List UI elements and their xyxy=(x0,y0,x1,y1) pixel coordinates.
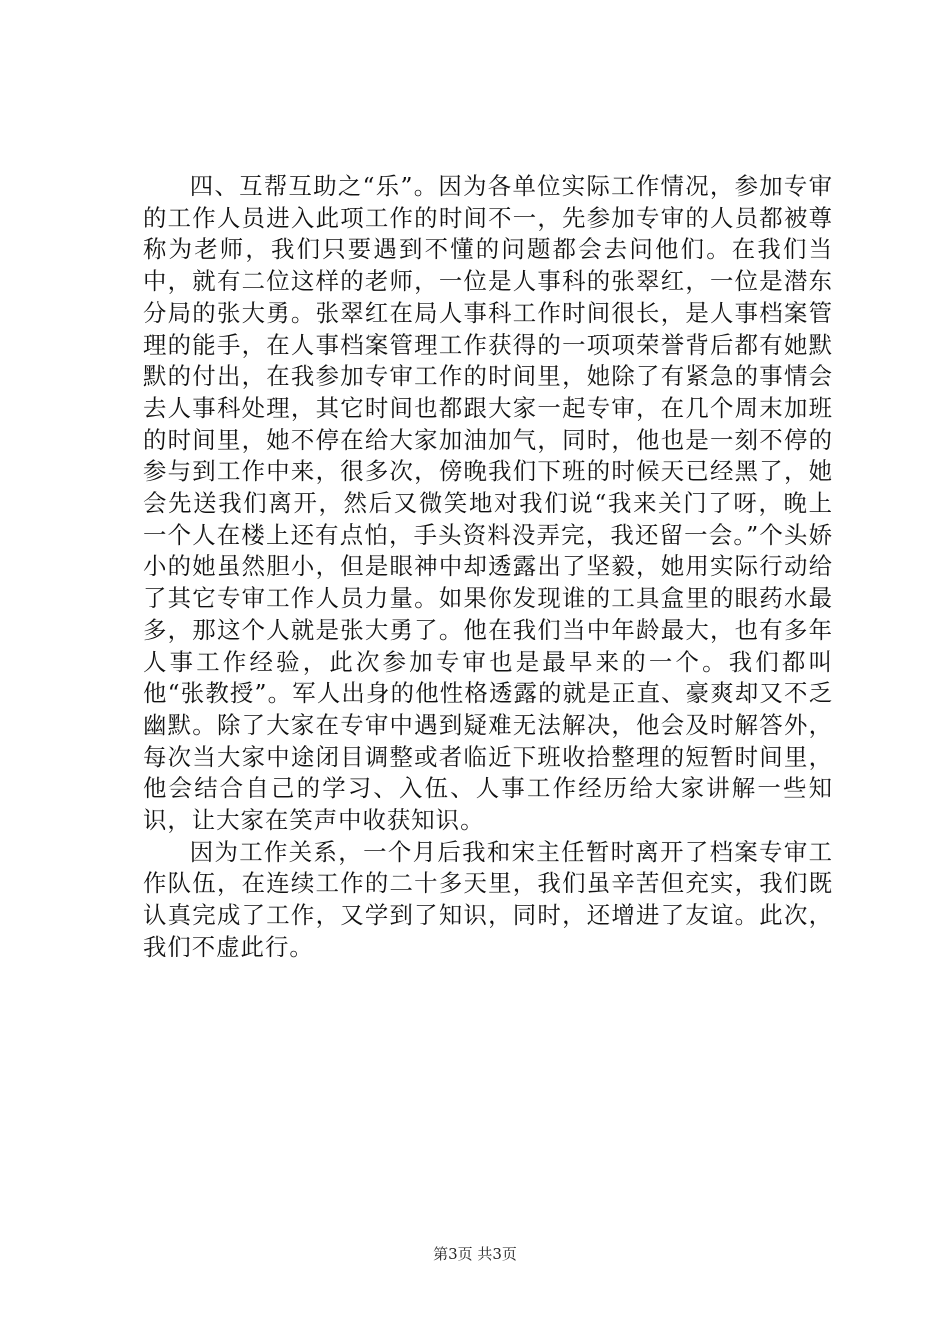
paragraph-mutual-help: 四、互帮互助之“乐”。因为各单位实际工作情况，参加专审的工作人员进入此项工作的时间不一，先参加专审的人员都被尊称为老师，我们只要遇到不懂的问题都会去问他们。在我们当中，就有二位这样的老师，一位是人事科的张翠红，一位是潜东分局的张大勇。张翠红在局人事科工作时间很长，是人事档案管理的能手，在人事档案管理工作获得的一项项荣誉背后都有她默默的付出，在我参加专审工作的时间里，她除了有紧急的事情会去人事科处理，其它时间也都跟大家一起专审，在几个周末加班的时间里，她不停在给大家加油加气，同时，他也是一刻不停的参与到工作中来，很多次，傍晚我们下班的时候天已经黑了，她会先送我们离开，然后又微笑地对我们说“我来关门了呀，晚上一个人在楼上还有点怕，手头资料没弄完，我还留一会。”个头娇小的她虽然胆小，但是眼神中却透露出了坚毅，她用实际行动给了其它专审工作人员力量。如果你发现谁的工具盒里的眼药水最多，那这个人就是张大勇了。他在我们当中年龄最大，也有多年人事工作经验，此次参加专审也是最早来的一个。我们都叫他“张教授”。军人出身的他性格透露的就是正直、豪爽却又不乏幽默。除了大家在专审中遇到疑难无法解决，他会及时解答外，每次当大家中途闭目调整或者临近下班收拾整理的短暂时间里，他会结合自己的学习、入伍、人事工作经历给大家讲解一些知识，让大家在笑声中收获知识。 xyxy=(143,172,833,835)
paragraph-conclusion: 因为工作关系，一个月后我和宋主任暂时离开了档案专审工作队伍，在连续工作的二十多天里，我们虽辛苦但充实，我们既认真完成了工作，又学到了知识，同时，还增进了友谊。此次，我们不虚此行。 xyxy=(143,837,833,961)
document-body xyxy=(143,171,833,964)
page-number-footer: 第3页 共3页 xyxy=(433,1245,517,1263)
